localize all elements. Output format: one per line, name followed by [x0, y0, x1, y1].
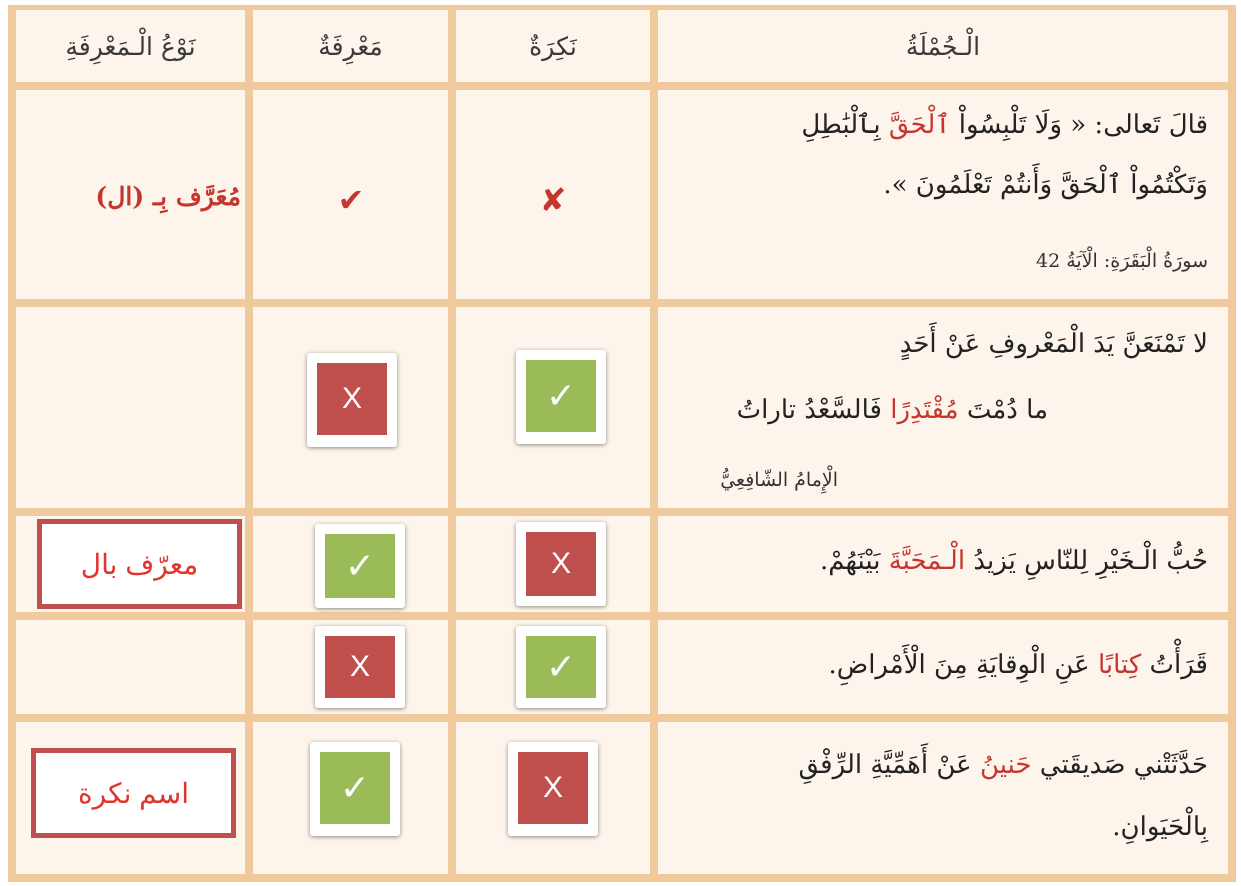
- row-1-marifa: [253, 90, 448, 299]
- nakira-choice[interactable]: [516, 626, 606, 708]
- row-1-nakira: [456, 90, 650, 299]
- row-1-source: سورَةُ الْبَقَرَةِ: الْآيَةُ 42: [1035, 250, 1208, 272]
- row-3-line: حُبُّ الْـخَيْرِ لِلنّاسِ يَزيدُ الْـمَحَبَّةَ بَيْنَهُمْ.: [819, 546, 1208, 576]
- header-nakira: نَكِرَةٌ: [456, 10, 650, 82]
- row-4-marifa: [253, 620, 448, 714]
- check-mark-icon: ✔: [337, 181, 365, 219]
- marifa-choice[interactable]: [310, 742, 400, 836]
- marifa-choice[interactable]: [307, 353, 397, 447]
- x-icon: X: [518, 752, 588, 824]
- marifa-choice[interactable]: [315, 626, 405, 708]
- nakira-choice[interactable]: [516, 350, 606, 444]
- x-icon: X: [325, 636, 395, 698]
- check-icon: ✓: [526, 636, 596, 698]
- header-sentence: الْـجُمْلَةُ: [658, 10, 1228, 82]
- row-5-line-1: حَدَّثَتْني صَديقَتي حَنينُ عَنْ أَهَمِّيَّةِ الرِّفْقِ: [798, 750, 1208, 780]
- row-2-marifa: [253, 307, 448, 508]
- row-5-nakira: [456, 722, 650, 874]
- cross-mark-icon: ✘: [539, 181, 567, 219]
- marifa-type-label: مُعَرَّف بِـ (ال): [95, 182, 241, 211]
- row-3-nakira: [456, 516, 650, 612]
- row-4-nakira: [456, 620, 650, 714]
- row-1-marifa-type: [16, 90, 245, 299]
- row-2-marifa-type: [16, 307, 245, 508]
- x-icon: X: [317, 363, 387, 435]
- nakira-choice[interactable]: [516, 522, 606, 606]
- nakira-choice[interactable]: [508, 742, 598, 836]
- row-4-marifa-type: [16, 620, 245, 714]
- x-icon: X: [526, 532, 596, 596]
- check-icon: ✓: [526, 360, 596, 432]
- row-2-nakira: [456, 307, 650, 508]
- row-4-line: قَرَأْتُ كِتابًا عَنِ الْوِقايَةِ مِنَ الْأَمْراضِ.: [828, 650, 1208, 680]
- answer-textbox[interactable]: اسم نكرة: [31, 748, 236, 838]
- row-4-sentence: [658, 620, 1228, 714]
- row-1-sentence: [658, 90, 1228, 299]
- row-3-marifa-type: [16, 516, 245, 612]
- answer-textbox[interactable]: معرّف بال: [37, 519, 242, 609]
- row-1-line-1: قالَ تَعالى: « وَلَا تَلْبِسُواْ ٱلْحَقَّ بِٱلْبَٰطِلِ: [801, 110, 1208, 140]
- row-3-sentence: [658, 516, 1228, 612]
- check-icon: ✓: [325, 534, 395, 598]
- row-2-line-1: لا تَمْنَعَنَّ يَدَ الْمَعْروفِ عَنْ أَحَدٍ: [899, 329, 1208, 359]
- row-5-sentence: [658, 722, 1228, 874]
- row-2-line-2: ما دُمْتَ مُقْتَدِرًا فَالسَّعْدُ تاراتُ: [736, 395, 1048, 425]
- check-icon: ✓: [320, 752, 390, 824]
- marifa-choice[interactable]: [315, 524, 405, 608]
- row-2-sentence: [658, 307, 1228, 508]
- row-5-marifa-type: [16, 722, 245, 874]
- row-1-line-2: وَتَكْتُمُواْ ٱلْحَقَّ وَأَنتُمْ تَعْلَمُونَ ».: [883, 170, 1208, 200]
- row-5-line-2: بِالْحَيَوانِ.: [1112, 812, 1208, 842]
- row-3-marifa: [253, 516, 448, 612]
- grammar-table: [8, 5, 1236, 882]
- header-marifa-type: نَوْعُ الْـمَعْرِفَةِ: [16, 10, 245, 82]
- header-marifa: مَعْرِفَةٌ: [253, 10, 448, 82]
- row-5-marifa: [253, 722, 448, 874]
- row-2-source: الْإِمامُ الشّافِعِيُّ: [720, 469, 838, 491]
